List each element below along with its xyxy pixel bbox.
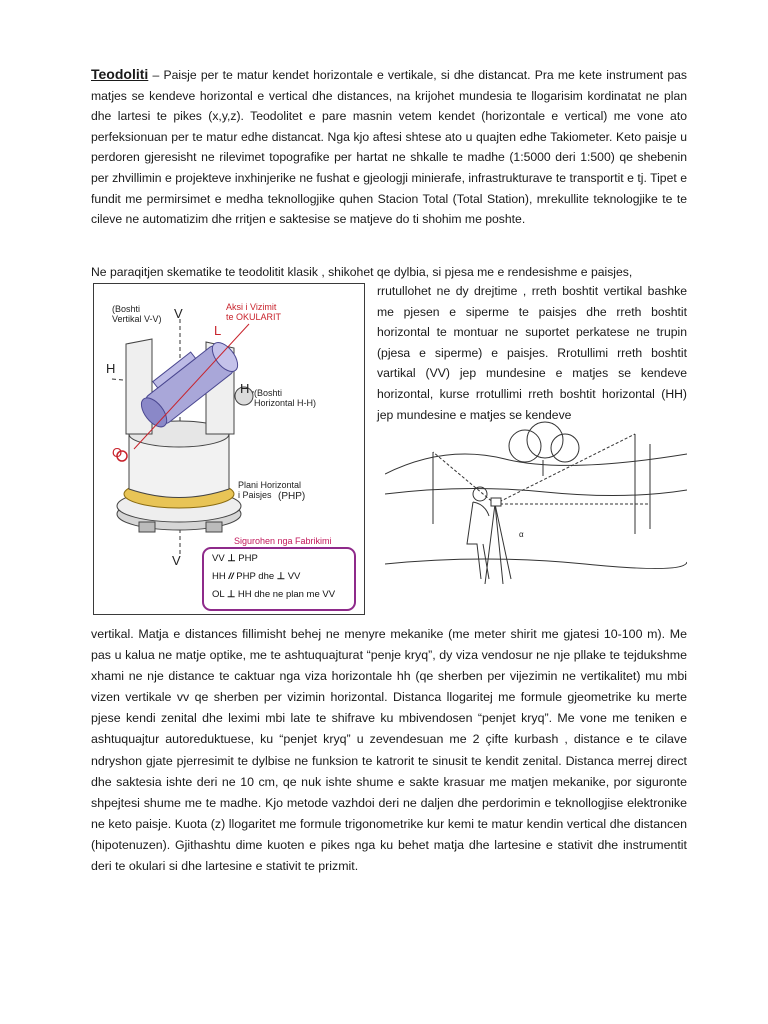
fab-line-1 [212,553,258,564]
fab-hh-plan: HH dhe ne plan me VV [237,589,336,600]
survey-drawing [385,404,687,604]
fab-php: PHP [238,553,258,564]
label-alpha: α [519,530,524,539]
label-h-right: H [240,381,250,396]
label-aim-axis: Aksi i Vizimit te OKULARIT [226,302,282,322]
label-l: L [214,323,222,338]
perpendicular-symbol: ⊥ [227,553,236,564]
paragraph-schematic-lead: Ne paraqitjen skematike te teodolitit klasik , shikohet qe dylbia, si pjesa me e rendesishme e paisjes, [91,265,633,279]
label-v-bottom: V [172,553,181,568]
fab-line-2 [212,571,300,582]
label-php: (PHP) [278,491,306,502]
perpendicular-symbol: ⊥ [276,571,286,582]
paragraph-distance: vertikal. Matja e distances fillimisht behej ne menyre mekanike (me meter shirit me gjatesi 10-100 m). Me pas u kalua ne matje optike, me te ashtuquajturat “penje kryq”, dy viza vendosur ne nje pllake te tejdukshme xhami ne nje distance te caktuar nga viza horizontale hh (qe sherben per vijezimin ne vertikalitet) mu mbi vizen vertikale vv qe sherben per vizimin horizontal. Distanca llogaritej me formule gjeometrike ku merte pjese kendi zenital dhe leximi mbi late te shifrave ku mbivendosen “penjet kryq”. Me vone me teniken e ashtuquajtur autoreduktuese, ku “penjet kryq” u zevendesuan me 2 çifte kurbash , distance e te cilave ndryshon gjate pjerresimit te dylbise ne funksion te katrorit te sinusit te kendit zenital. Distanca merrej direct dhe saktesia ishte deri ne 10 cm, qe nuk ishte shume e sakte krasuar me matjen mekanike, por siguronte shpejtesi shume me te madhe. Kjo metode vazhdoi deri ne daljen dhe perdorimin e teknollogjise elektronike ne keto paisje. Kuota (z) llogaritet me formule trigonometrike kur kemi te matur kendin vertical dhe distancen (hipotenuzen). Gjithashtu dime kuoten e pikes nga ku behet matja dhe lartesine e stativit dhe instrumentit deri te okulari si dhe lartesine e stativit te prizmit. [91,627,687,874]
fab-php-dhe: PHP dhe [236,571,275,582]
perpendicular-symbol: ⊥ [226,589,236,600]
heading-teodoliti: Teodoliti [91,66,149,82]
fabrication-box [202,547,356,611]
label-horizontal-axis: (Boshti Horizontal H-H) [254,388,317,408]
fab-line-3 [212,589,335,600]
field-survey-sketch [385,404,687,604]
fab-vv-2: VV [287,571,301,582]
fab-vv: VV [212,553,225,564]
label-h-left: H [106,361,116,376]
theodolite-diagram [93,283,365,615]
paragraph-intro [91,64,687,230]
label-o: O [112,445,123,460]
parallel-symbol: // [228,571,234,582]
fabrication-title: Sigurohen nga Fabrikimi [234,536,332,546]
fab-hh: HH [212,571,226,582]
paragraph-intro-text: – Paisje per te matur kendet horizontale e vertikale, si dhe distancat. Pra me kete instrument pas matjes se kendeve horizontal e vertical dhe distances, na krijohet mundesia te llogarisim kordinatat ne plan dhe lartesi te pikes (x,y,z). Teodolitet e pare masnin vetem kendet (horizontale e vertical) me vone ato perfeksionuan per te matur edhe distancat. Nga kjo aftesi shtese ato u quajten edhe Takiometer. Keto paisje u perdoren gjeresisht ne rilevimet topografike per hartat ne shkalle te madhe (1:5000 deri 1:500) qe shebenin per zhvillimin e projekteve inxhinjerike ne fushat e gjeologji minierafe, infrastrukturave te transportit e tj. Tipet e fundit me permirsimet e medha teknollogjike quhen Stacion Total (Total Station), mrekullite teknologjike te te cileve ne automatizim dhe rritjen e saktesise se matjeve do ti shohim me poshte. [91,68,687,227]
paragraph-schematic-side: rrutullohet ne dy drejtime , rreth boshtit vertikal bashke me pjesen e siperme te paisjes dhe rreth boshtit horizontal te montuar ne suportet perkatese ne trupin (pjesa e siperme) e paisjes. Rrotullimi rreth boshtit vartikal (VV) jep mundesine e matjes se kendeve horizontal, kurse rrotullimi rreth boshtit horizontal (HH) jep mundesine e matjes se kendeve [377,284,687,422]
fab-ol: OL [212,589,225,600]
label-vertical-axis: (Boshti Vertikal V-V) [112,304,162,324]
label-plane: Plani Horizontal i Paisjes [238,480,302,500]
label-v-top: V [174,306,183,321]
